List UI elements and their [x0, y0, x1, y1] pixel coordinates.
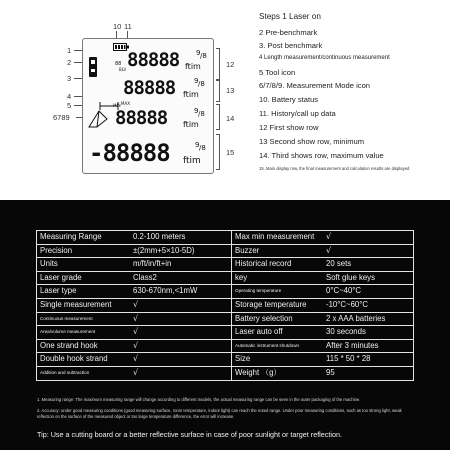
- spec-label: Historical record: [235, 259, 292, 269]
- spec-value: m/ft/in/ft+in: [133, 259, 172, 269]
- row1-digits: 88888: [127, 49, 180, 71]
- callout-5: 5: [67, 101, 72, 110]
- callout-13: 13: [226, 86, 235, 95]
- step-14: 14. Third shows row, maximum value: [259, 151, 384, 160]
- spec-value: √: [133, 340, 139, 350]
- spec-value: Class2: [133, 272, 157, 282]
- display-row-1: [83, 49, 213, 71]
- spec-value: √: [326, 245, 332, 255]
- row-bracket: [216, 48, 220, 80]
- spec-label: Battery selection: [235, 313, 293, 323]
- display-diagram-section: [0, 0, 450, 200]
- main-digits: -88888: [89, 139, 170, 167]
- step-3: 3. Post benchmark: [259, 41, 323, 50]
- spec-label: key: [235, 272, 248, 282]
- spec-label: Storage temperature: [235, 300, 307, 309]
- spec-label: Operating temperature: [235, 288, 282, 294]
- step-2: 2 Pre-benchmark: [259, 28, 318, 37]
- tip-text: Tip: Use a cutting board or a better reflective surface in case of poor sunlight or target reflection.: [37, 430, 342, 439]
- spec-value: √: [133, 300, 139, 309]
- step-12: 12 First show row: [259, 123, 319, 132]
- main-fraction: /8: [199, 144, 206, 152]
- row2-digits: 88888: [123, 77, 176, 99]
- row3-fraction: /8: [198, 110, 205, 118]
- spec-value: √: [133, 327, 139, 337]
- spec-value: ±(2mm+5×10-5D): [133, 245, 195, 255]
- spec-label: Single measurement: [40, 300, 112, 309]
- spec-label: Laser grade: [40, 272, 82, 282]
- callout-14: 14: [226, 114, 235, 123]
- label-blv: BLV: [119, 67, 127, 72]
- spec-label: Laser auto off: [235, 327, 283, 337]
- callout-11: 11: [124, 22, 132, 31]
- table-column-rule: [413, 230, 414, 380]
- callout-10: 10: [113, 22, 122, 31]
- spec-value: √: [133, 354, 139, 364]
- spec-value: 115 * 50 * 28: [326, 354, 371, 364]
- row3-unit: ftim: [183, 120, 199, 129]
- label-max: MAX: [121, 101, 130, 106]
- label-88: 88: [115, 61, 122, 67]
- callout-1: 1: [67, 46, 72, 55]
- spec-value: 30 seconds: [326, 327, 366, 337]
- spec-value: 95: [326, 368, 335, 377]
- lcd-display: [82, 38, 214, 174]
- spec-label: Size: [235, 354, 251, 364]
- spec-label: Precision: [40, 245, 73, 255]
- spec-label: Units: [40, 259, 58, 269]
- callout-3: 3: [67, 74, 72, 83]
- main-fraction-num: 9: [195, 141, 200, 149]
- spec-value: Soft glue keys: [326, 272, 375, 282]
- spec-value: -10°C~60°C: [326, 300, 368, 309]
- spec-label: Laser type: [40, 286, 77, 296]
- row2-fraction: /8: [198, 80, 205, 88]
- spec-label: Max min measurement: [235, 232, 315, 241]
- step-6-9: 6/7/8/9. Measurement Mode icon: [259, 81, 371, 90]
- callout-12: 12: [226, 60, 235, 69]
- row1-fraction-num: 9: [196, 49, 201, 57]
- row2-unit: ftim: [183, 90, 199, 99]
- label-min: MIN: [113, 103, 121, 108]
- spec-label: Addition and subtraction: [40, 370, 90, 375]
- display-row-main: [83, 141, 213, 169]
- step-4: 4 Length measurement/continuous measurement: [259, 55, 390, 61]
- display-row-2: [83, 77, 213, 99]
- step-5: 5 Tool icon: [259, 68, 296, 77]
- spec-value: √: [133, 368, 139, 377]
- spec-label: Double hook strand: [40, 354, 108, 364]
- spec-label: Automatic instrument shutdown: [235, 342, 300, 348]
- spec-label: Area/volume measurement: [40, 329, 96, 335]
- callout-6789: 6789: [53, 113, 70, 122]
- row1-unit: ftim: [185, 62, 201, 71]
- row-bracket: [216, 80, 220, 102]
- spec-label: Buzzer: [235, 245, 260, 255]
- step-13: 13 Second show row, minimum: [259, 137, 365, 146]
- specifications-section: [0, 200, 450, 450]
- table-column-rule: [36, 230, 37, 380]
- row1-fraction: /8: [200, 52, 207, 60]
- spec-value: 2 x AAA batteries: [326, 313, 386, 323]
- callout-15: 15: [226, 148, 235, 157]
- spec-value: 0°C~40°C: [326, 286, 362, 296]
- callout-2: 2: [67, 58, 72, 67]
- step-11: 11. History/call up data: [259, 109, 336, 118]
- row3-digits: 88888: [115, 107, 168, 129]
- step-15: 15. Main display row, the final measurement and calculation results are displayed: [259, 166, 410, 171]
- spec-value: 630-670nm,<1mW: [133, 286, 198, 296]
- note-measuring-range: 1. Measuring range: The maximum measuring range will change according to different models, the actual measuring range can be seen in the outer packaging of the machine.: [37, 397, 361, 402]
- main-unit: ftim: [183, 156, 201, 166]
- spec-label: Continuous measurement: [40, 315, 93, 321]
- spec-label: One strand hook: [40, 340, 98, 350]
- spec-value: √: [326, 232, 332, 241]
- step-1: Steps 1 Laser on: [259, 12, 321, 21]
- spec-value: After 3 minutes: [326, 340, 379, 350]
- row2-fraction-num: 9: [194, 77, 199, 85]
- note-accuracy: 2. Accuracy: under good measuring conditions (good measuring surface, room temperature, indoor light) can reach the noted range. Under poor measuring conditions, such as too strong light, weak reflection on the surface of the measured object or too large temperature difference, the error will increase.: [37, 408, 402, 419]
- spec-label: Weight （g）: [235, 368, 282, 377]
- row3-fraction-num: 9: [194, 107, 199, 115]
- callout-4: 4: [67, 92, 72, 101]
- spec-label: Measuring Range: [40, 232, 102, 241]
- row-bracket: [216, 104, 220, 130]
- step-10: 10. Battery status: [259, 95, 319, 104]
- row-bracket: [216, 134, 220, 170]
- spec-value: 20 sets: [326, 259, 352, 269]
- spec-value: 0.2-100 meters: [133, 232, 186, 241]
- table-column-rule: [231, 230, 232, 380]
- spec-value: √: [133, 313, 139, 323]
